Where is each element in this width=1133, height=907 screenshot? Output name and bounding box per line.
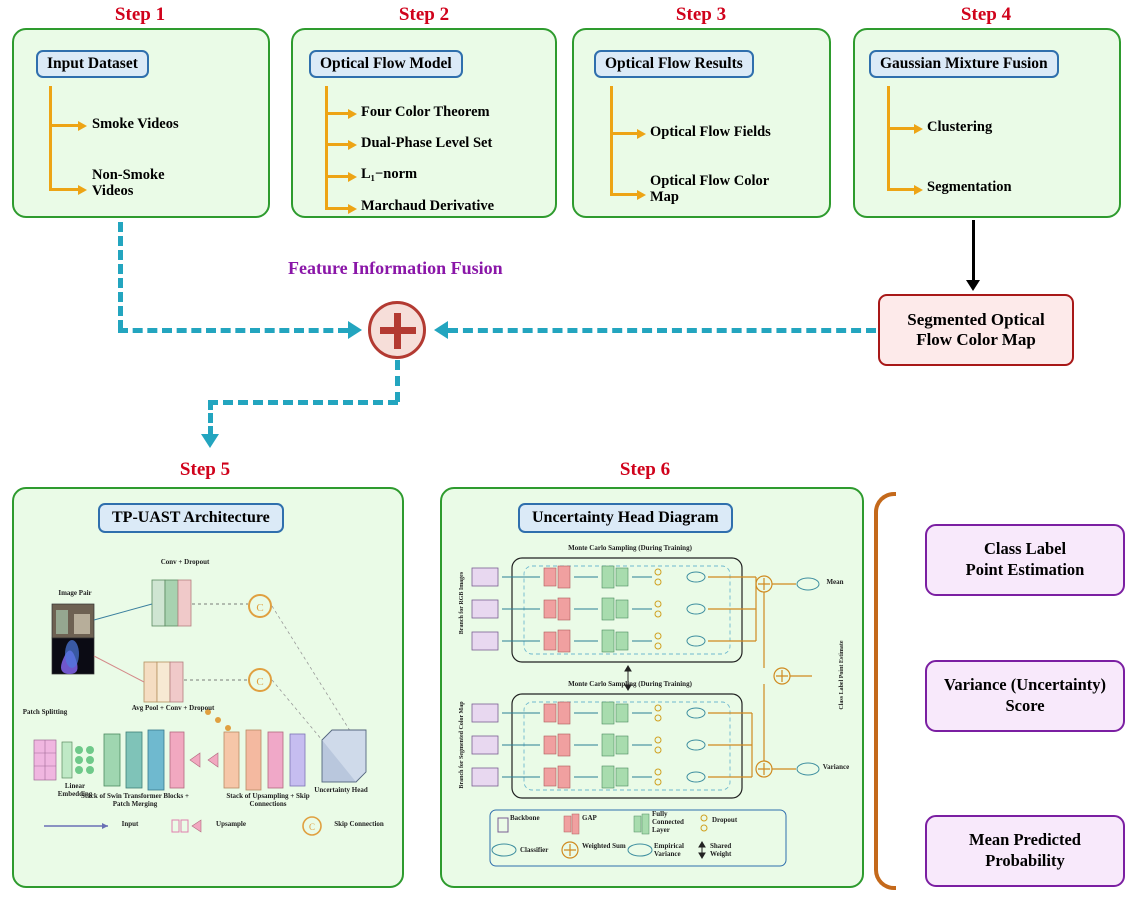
step-2-arrow-1 <box>348 109 357 119</box>
step-3-item-2 <box>650 173 810 205</box>
step-4-arrow-2 <box>914 185 923 195</box>
output-1-line2: Point Estimation <box>965 560 1085 579</box>
step-2-title: Step 2 <box>398 4 450 25</box>
legend-fully-connected: Fully Connected Layer <box>652 810 684 834</box>
step-4-arm-1 <box>887 127 915 130</box>
step-5-title: Step 5 <box>179 459 231 480</box>
step-1-item-1: Smoke Videos <box>92 116 179 132</box>
svg-text:C: C <box>256 602 264 614</box>
fusion-to-step5-arrowhead <box>201 434 219 448</box>
step-2-item-3: L₁−norm <box>361 166 418 182</box>
label-patch-splitting: Patch Splitting <box>22 708 68 716</box>
outputs-brace <box>874 492 896 890</box>
legend-dropout: Dropout <box>712 816 738 824</box>
step-2-arm-1 <box>325 112 349 115</box>
step1-to-fusion-arrowhead <box>348 321 362 339</box>
label-branch-seg: Branch for Segmented Color Map <box>459 701 465 789</box>
step-3-arrow-1 <box>637 129 646 139</box>
legend-empirical-variance: Empirical Variance <box>654 842 684 858</box>
fusion-to-step5-vertical <box>208 400 213 436</box>
output-3-line2: Probability <box>985 851 1065 870</box>
step-3-arrow-2 <box>637 190 646 200</box>
label-linear-embedding: Linear Embedding <box>57 782 93 798</box>
step-1-arrow-1 <box>78 121 87 131</box>
step-1-connector-stem <box>49 86 52 191</box>
step-2-arrow-3 <box>348 172 357 182</box>
step4-to-segmented-arrowhead <box>966 280 980 291</box>
step-4-connector-stem <box>887 86 890 191</box>
step-3-title: Step 3 <box>675 4 727 25</box>
step-3-arm-2 <box>610 193 638 196</box>
label-image-pair: Image Pair <box>58 589 92 597</box>
step-1-connector-arm-1 <box>49 124 79 127</box>
legend-shared-weight: Shared Weight <box>710 842 732 858</box>
svg-text:C: C <box>256 676 264 688</box>
step-2-arrow-2 <box>348 140 357 150</box>
step-1-header: Input Dataset <box>36 50 149 78</box>
tp-uast-architecture-figure <box>22 544 398 844</box>
step-4-box <box>853 28 1121 218</box>
legend-input: Input <box>121 820 139 828</box>
step-6-box <box>440 487 864 888</box>
legend-gap: GAP <box>582 814 597 822</box>
step-1-box <box>12 28 270 218</box>
output-box-3 <box>925 815 1125 887</box>
step-4-item-1: Clustering <box>927 119 993 135</box>
step-3-header: Optical Flow Results <box>594 50 754 78</box>
step-2-arrow-4 <box>348 204 357 214</box>
segmented-box-line1: Segmented Optical <box>907 309 1045 329</box>
step-3-box <box>572 28 831 218</box>
step4-to-segmented-line <box>972 220 975 282</box>
step-2-box <box>291 28 557 218</box>
step-2-arm-3 <box>325 175 349 178</box>
output-box-2 <box>925 660 1125 732</box>
step-6-title: Step 6 <box>619 459 671 480</box>
legend-upsample: Upsample <box>216 820 246 828</box>
label-avg-pool: Avg Pool + Conv + Dropout <box>131 704 215 712</box>
step-4-header: Gaussian Mixture Fusion <box>869 50 1059 78</box>
step-4-title: Step 4 <box>960 4 1012 25</box>
step-1-connector-arm-2 <box>49 188 79 191</box>
legend-classifier: Classifier <box>520 846 549 854</box>
legend-skip-connection: Skip Connection <box>334 820 384 828</box>
step-1-item-2-line2: Videos <box>92 183 134 200</box>
step-2-item-1: Four Color Theorem <box>361 104 490 120</box>
uncertainty-head-figure <box>452 544 856 874</box>
output-box-1 <box>925 524 1125 596</box>
step-5-header: TP-UAST Architecture <box>98 503 284 533</box>
step-2-connector-stem <box>325 86 328 208</box>
segmented-optical-flow-box <box>878 294 1074 366</box>
label-class-label-point-estimate: Class Label Point Estimate <box>839 640 845 710</box>
step-6-header: Uncertainty Head Diagram <box>518 503 733 533</box>
output-3-line1: Mean Predicted <box>969 830 1081 850</box>
step-1-item-2 <box>92 167 222 199</box>
step-3-item-2-line2: Map <box>650 189 679 206</box>
step-1-item-2-line1: Non-Smoke <box>92 167 165 183</box>
label-mc-sampling-top: Monte Carlo Sampling (During Training) <box>568 544 692 552</box>
segmented-to-fusion-arrowhead <box>434 321 448 339</box>
fusion-plus-icon <box>368 301 426 359</box>
step1-to-fusion-horizontal <box>118 328 348 333</box>
step-3-item-2-line1: Optical Flow Color <box>650 173 770 189</box>
step-4-arm-2 <box>887 188 915 191</box>
output-2-line2: Score <box>1005 696 1045 715</box>
step-2-arm-4 <box>325 207 349 210</box>
step-1-title: Step 1 <box>114 4 166 25</box>
fusion-down-vertical <box>395 360 400 402</box>
svg-text:C: C <box>308 822 316 832</box>
label-mean: Mean <box>826 578 844 586</box>
legend-weighted-sum: Weighted Sum <box>582 842 626 850</box>
fusion-label: Feature Information Fusion <box>288 258 503 278</box>
step-2-header: Optical Flow Model <box>309 50 463 78</box>
label-uncertainty-head: Uncertainty Head <box>314 786 368 794</box>
step-4-arrow-1 <box>914 124 923 134</box>
fusion-left-horizontal <box>208 400 398 405</box>
step-2-item-4: Marchaud Derivative <box>361 198 495 214</box>
step-4-item-2: Segmentation <box>927 179 1012 195</box>
step-5-box <box>12 487 404 888</box>
step-3-arm-1 <box>610 132 638 135</box>
label-swin-stack: Stack of Swin Transformer Blocks + Patch Merging <box>80 792 190 808</box>
label-upsampling-stack: Stack of Upsampling + Skip Connections <box>226 792 310 808</box>
label-branch-rgb: Branch for RGB Images <box>459 571 465 635</box>
output-1-line1: Class Label <box>983 539 1067 559</box>
legend-backbone: Backbone <box>510 814 540 822</box>
step-3-item-1: Optical Flow Fields <box>650 124 771 140</box>
label-variance: Variance <box>822 763 850 771</box>
step-2-item-2: Dual-Phase Level Set <box>361 135 493 151</box>
step-3-connector-stem <box>610 86 613 196</box>
segmented-to-fusion-horizontal <box>448 328 876 333</box>
step-2-arm-2 <box>325 143 349 146</box>
step-1-arrow-2 <box>78 185 87 195</box>
step1-to-fusion-vertical <box>118 222 123 330</box>
label-mc-sampling-bottom: Monte Carlo Sampling (During Training) <box>568 680 692 688</box>
segmented-box-line2: Flow Color Map <box>916 330 1036 349</box>
output-2-line1: Variance (Uncertainty) <box>943 675 1107 695</box>
label-conv-dropout: Conv + Dropout <box>160 558 210 566</box>
